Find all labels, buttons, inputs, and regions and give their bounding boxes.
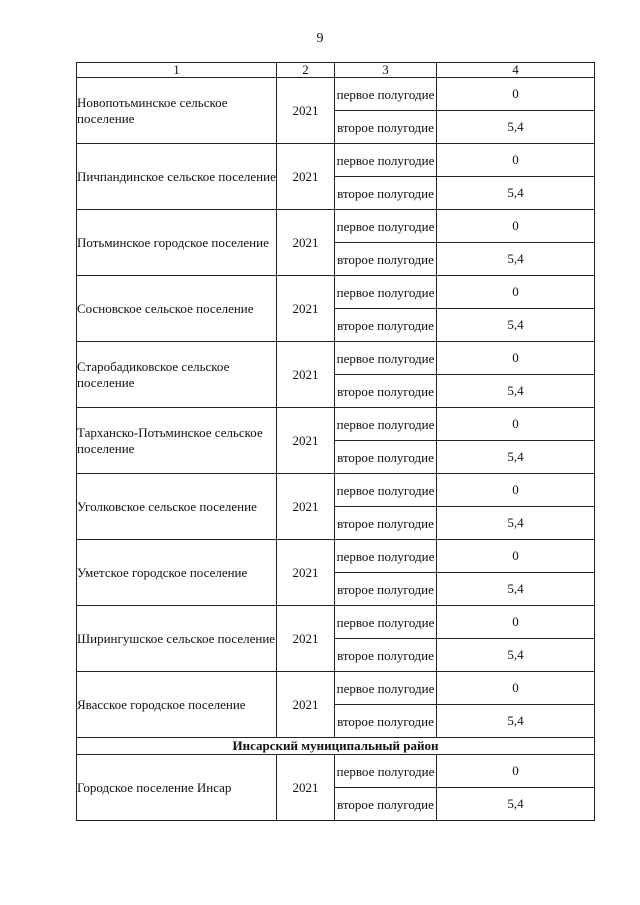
value-cell: 0	[437, 672, 595, 705]
period-cell: первое полугодие	[335, 144, 437, 177]
period-cell: второе полугодие	[335, 243, 437, 276]
year-cell: 2021	[277, 540, 335, 606]
year-cell: 2021	[277, 144, 335, 210]
value-cell: 5,4	[437, 375, 595, 408]
table-row	[77, 755, 595, 788]
period-cell: первое полугодие	[335, 78, 437, 111]
value-cell: 0	[437, 342, 595, 375]
settlement-name: Явасское городское поселение	[77, 672, 277, 738]
table-row	[77, 474, 595, 507]
column-header-3: 3	[335, 63, 437, 78]
value-cell: 0	[437, 474, 595, 507]
year-cell: 2021	[277, 755, 335, 821]
settlement-name: Ширингушское сельское поселение	[77, 606, 277, 672]
column-number-row	[77, 63, 595, 78]
period-cell: второе полугодие	[335, 111, 437, 144]
period-cell: первое полугодие	[335, 408, 437, 441]
year-cell: 2021	[277, 672, 335, 738]
value-cell: 0	[437, 540, 595, 573]
value-cell: 0	[437, 606, 595, 639]
page-number: 9	[316, 31, 324, 46]
period-cell: первое полугодие	[335, 672, 437, 705]
value-cell: 5,4	[437, 177, 595, 210]
table-row	[77, 606, 595, 639]
tariff-table	[76, 62, 595, 821]
section-row	[77, 738, 595, 755]
year-cell: 2021	[277, 276, 335, 342]
column-header-4: 4	[437, 63, 595, 78]
period-cell: первое полугодие	[335, 474, 437, 507]
settlement-name: Уметское городское поселение	[77, 540, 277, 606]
table-row	[77, 144, 595, 177]
value-cell: 5,4	[437, 507, 595, 540]
year-cell: 2021	[277, 606, 335, 672]
period-cell: второе полугодие	[335, 788, 437, 821]
column-header-2: 2	[277, 63, 335, 78]
period-cell: первое полугодие	[335, 276, 437, 309]
table-row	[77, 210, 595, 243]
period-cell: второе полугодие	[335, 309, 437, 342]
value-cell: 5,4	[437, 243, 595, 276]
value-cell: 0	[437, 755, 595, 788]
section-title: Инсарский муниципальный район	[77, 738, 595, 755]
value-cell: 5,4	[437, 573, 595, 606]
period-cell: второе полугодие	[335, 573, 437, 606]
period-cell: второе полугодие	[335, 639, 437, 672]
period-cell: второе полугодие	[335, 507, 437, 540]
period-cell: первое полугодие	[335, 540, 437, 573]
table-row	[77, 342, 595, 375]
value-cell: 5,4	[437, 705, 595, 738]
table-row	[77, 276, 595, 309]
table-row	[77, 78, 595, 111]
value-cell: 0	[437, 210, 595, 243]
table-row	[77, 540, 595, 573]
value-cell: 0	[437, 276, 595, 309]
settlement-name: Пичпандинское сельское поселение	[77, 144, 277, 210]
period-cell: второе полугодие	[335, 705, 437, 738]
year-cell: 2021	[277, 408, 335, 474]
period-cell: второе полугодие	[335, 375, 437, 408]
year-cell: 2021	[277, 78, 335, 144]
value-cell: 5,4	[437, 441, 595, 474]
settlement-name: Потьминское городское поселение	[77, 210, 277, 276]
year-cell: 2021	[277, 210, 335, 276]
value-cell: 5,4	[437, 111, 595, 144]
table-row	[77, 672, 595, 705]
period-cell: второе полугодие	[335, 177, 437, 210]
settlement-name: Старобадиковское сельское поселение	[77, 342, 277, 408]
column-header-1: 1	[77, 63, 277, 78]
value-cell: 5,4	[437, 309, 595, 342]
year-cell: 2021	[277, 342, 335, 408]
year-cell: 2021	[277, 474, 335, 540]
value-cell: 0	[437, 408, 595, 441]
value-cell: 0	[437, 78, 595, 111]
settlement-name: Новопотьминское сельское поселение	[77, 78, 277, 144]
settlement-name: Сосновское сельское поселение	[77, 276, 277, 342]
period-cell: первое полугодие	[335, 606, 437, 639]
period-cell: первое полугодие	[335, 342, 437, 375]
period-cell: первое полугодие	[335, 210, 437, 243]
value-cell: 5,4	[437, 639, 595, 672]
settlement-name: Городское поселение Инсар	[77, 755, 277, 821]
value-cell: 0	[437, 144, 595, 177]
table-row	[77, 408, 595, 441]
settlement-name: Тарханско-Потьминское сельское поселение	[77, 408, 277, 474]
period-cell: первое полугодие	[335, 755, 437, 788]
period-cell: второе полугодие	[335, 441, 437, 474]
value-cell: 5,4	[437, 788, 595, 821]
settlement-name: Уголковское сельское поселение	[77, 474, 277, 540]
